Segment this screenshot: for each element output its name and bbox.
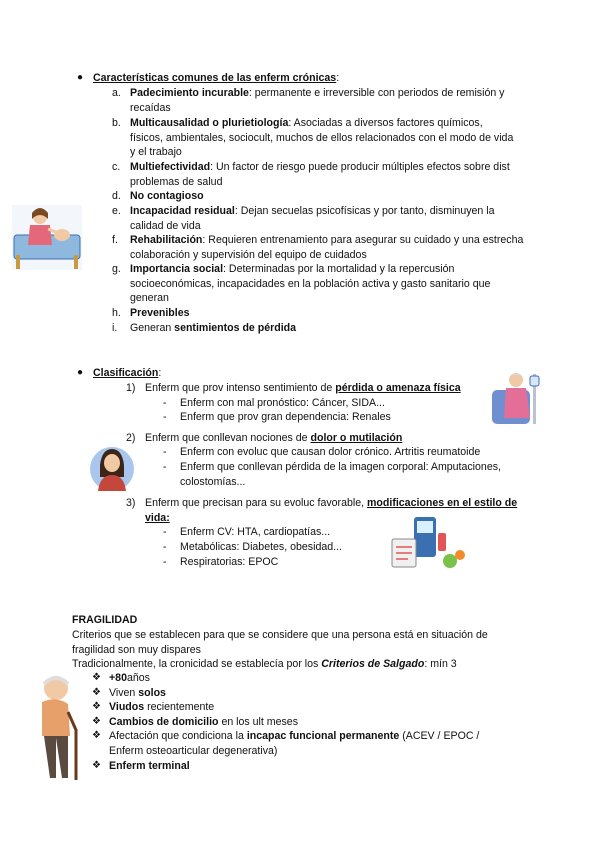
salgado-criteria-line [72, 657, 457, 672]
list-item [130, 160, 535, 189]
elderly-woman-armchair-illustration [490, 370, 540, 428]
group-marker: 2) [126, 432, 136, 444]
bullet-dot: ● [77, 72, 84, 83]
group-marker: 1) [126, 382, 136, 394]
criteria-item [109, 715, 298, 730]
dash: - [163, 446, 167, 458]
sub-item: Enferm que prov gran dependencia: Renales [180, 411, 391, 423]
criteria-item [109, 671, 150, 686]
item-bold: sentimientos de pérdida [174, 322, 297, 334]
item-text: Generan [130, 322, 175, 334]
trad-bold: Criterios de Salgado [321, 658, 425, 670]
diamond-icon: ❖ [92, 687, 101, 698]
list-item [130, 116, 515, 160]
list-item [130, 189, 530, 204]
list-marker: f. [112, 234, 118, 246]
heading-text: Características comunes de las enferm crónicas [93, 72, 337, 84]
item-text: : Requieren entrenamiento para asegurar su cuidado y una estrecha colaboración y supervisión del equipo de cuidados [130, 234, 524, 261]
criteria-bold: solos [138, 687, 166, 699]
item-text: : Asociadas a diversos factores químicos, físicos, ambientales, sociocult, muchos de ellos relacionados con el modo de vida y el trabajo [130, 117, 514, 159]
sub-item: Enferm CV: HTA, cardiopatías... [180, 526, 331, 538]
diamond-icon: ❖ [92, 716, 101, 727]
group-bold: pérdida o amenaza física [335, 382, 461, 394]
trad-text: Tradicionalmente, la cronicidad se establecía por los [72, 658, 322, 670]
dash: - [163, 411, 167, 423]
group-text: Enferm que prov intenso sentimiento de [145, 382, 336, 394]
dash: - [163, 541, 167, 553]
item-bold: Padecimiento incurable [130, 87, 249, 99]
criteria-bold: Cambios de domicilio [109, 716, 219, 728]
criteria-item [109, 700, 214, 715]
list-marker: c. [112, 161, 121, 173]
criteria-text: Afectación que condiciona la [109, 730, 247, 742]
man-shirt [42, 699, 70, 736]
bullet-dot: ● [77, 367, 84, 378]
criteria-bold: Viudos [109, 701, 145, 713]
list-marker: h. [112, 307, 121, 319]
sick-bed-illustration [12, 205, 82, 270]
sub-item: Respiratorias: EPOC [180, 556, 279, 568]
item-text: : Determinadas por la mortalidad y la repercusión socioeconómicas, incapacidades en la población activa y gasto sanitario que generan [130, 263, 491, 305]
criteria-text: (ACEV / EPOC / Enferm osteoarticular degenerativa) [109, 730, 480, 757]
fragilidad-intro: Criterios que se establecen para que se considere que una persona está en situación de fragilidad son muy dispares [72, 629, 488, 656]
group-text: Enferm que precisan para su evoluc favorable, [145, 497, 368, 509]
diamond-icon: ❖ [92, 760, 101, 771]
woman-face [104, 454, 120, 472]
list-item [130, 262, 520, 306]
list-item [130, 233, 525, 262]
group-bold: dolor o mutilación [310, 432, 403, 444]
orange [455, 550, 465, 560]
heading-text: Clasificación [93, 367, 159, 379]
woman-dress [504, 388, 530, 418]
list-item [130, 306, 530, 321]
classification-group [145, 381, 461, 396]
item-bold: Rehabilitación [130, 234, 203, 246]
list-marker: e. [112, 205, 121, 217]
sub-item: Enferm con mal pronóstico: Cáncer, SIDA... [180, 397, 385, 409]
criteria-text: años [126, 672, 150, 684]
group-text: Enferm que conllevan nociones de [145, 432, 311, 444]
item-bold: No contagioso [130, 190, 204, 202]
item-text: : permanente e irreversible con periodos de remisión y recaídas [130, 87, 505, 114]
woman-pain-illustration [90, 445, 134, 493]
dash: - [163, 526, 167, 538]
criteria-text: recientemente [144, 701, 215, 713]
classification-group [145, 496, 535, 525]
elderly-man-cane-illustration [28, 672, 84, 784]
criteria-text: en los ult meses [218, 716, 298, 728]
criteria-item [109, 729, 509, 758]
criteria-item [109, 686, 166, 701]
list-marker: a. [112, 87, 121, 99]
sub-item: Enferm que conllevan pérdida de la imagen corporal: Amputaciones, colostomías... [180, 461, 501, 488]
sub-item: Enferm con evoluc que causan dolor crónico. Artritis reumatoide [180, 446, 481, 458]
list-item [130, 321, 530, 336]
criteria-bold: +80 [109, 672, 127, 684]
dash: - [163, 397, 167, 409]
list-item [130, 204, 525, 233]
item-bold: Importancia social [130, 263, 224, 275]
apple [443, 554, 457, 568]
item-text: : Un factor de riesgo puede producir múltiples efectos sobre dist problemas de salud [130, 161, 510, 188]
item-text: : Dejan secuelas psicofísicas y por tanto, disminuyen la calidad de vida [130, 205, 495, 232]
lifestyle-illustration [392, 515, 468, 571]
classification-group [145, 431, 402, 446]
bed-leg [74, 255, 78, 269]
diamond-icon: ❖ [92, 701, 101, 712]
criteria-bold: Enferm terminal [109, 760, 190, 772]
group-marker: 3) [126, 497, 136, 509]
item-bold: Prevenibles [130, 307, 190, 319]
section-title-fragilidad: FRAGILIDAD [72, 614, 138, 626]
criteria-bold: incapac funcional permanente [246, 730, 400, 742]
bed-leg [16, 255, 20, 269]
sub-item: Metabólicas: Diabetes, obesidad... [180, 541, 342, 553]
section-heading-caracteristicas [93, 71, 339, 86]
heading-colon: : [158, 367, 162, 379]
dash: - [163, 556, 167, 568]
item-bold: Multiefectividad [130, 161, 211, 173]
cane [68, 712, 76, 780]
list-item [130, 86, 530, 115]
iv-bag [530, 376, 539, 386]
man-pants [44, 736, 68, 778]
list-marker: d. [112, 190, 121, 202]
glucometer-screen [417, 521, 433, 533]
diamond-icon: ❖ [92, 730, 101, 741]
trad-text: : mín 3 [424, 658, 457, 670]
item-bold: Multicausalidad o plurietiología [130, 117, 289, 129]
heading-colon: : [336, 72, 340, 84]
list-marker: g. [112, 263, 121, 275]
list-marker: i. [112, 322, 118, 334]
item-bold: Incapacidad residual [130, 205, 235, 217]
criteria-text: Viven [109, 687, 139, 699]
list-marker: b. [112, 117, 121, 129]
group-bold: modificaciones en el estilo de vida: [145, 497, 518, 524]
criteria-item [109, 759, 190, 774]
pill-bottle [438, 533, 446, 551]
section-heading-clasificacion [93, 366, 161, 381]
dash: - [163, 461, 167, 473]
diamond-icon: ❖ [92, 672, 101, 683]
